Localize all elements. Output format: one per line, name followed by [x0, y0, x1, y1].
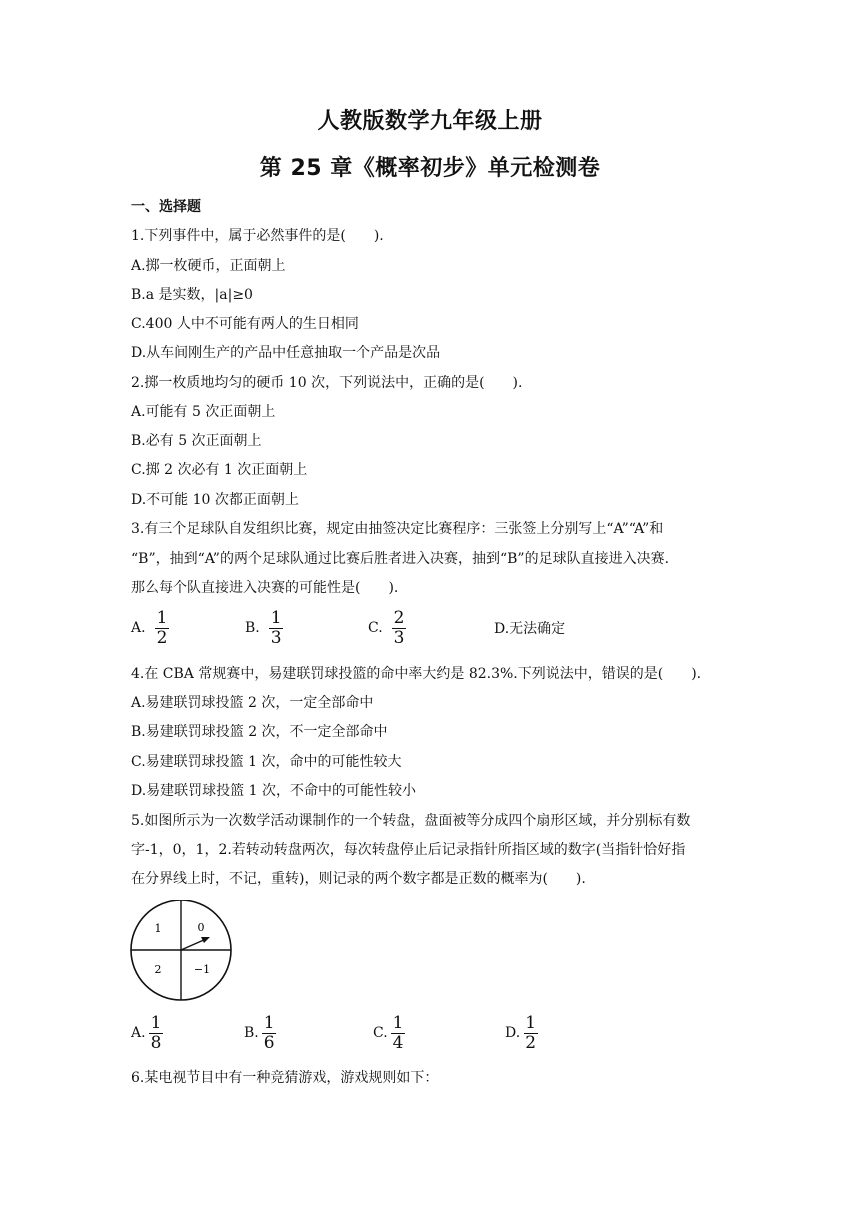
sector-label-top-right: 0 — [197, 921, 205, 934]
q2-stem: 2.掷一枚质地均匀的硬币 10 次，下列说法中，正确的是( ). — [131, 375, 523, 391]
q1-stem: 1.下列事件中，属于必然事件的是( ). — [131, 228, 384, 244]
option-label: B. — [244, 1025, 259, 1041]
q4-option-a: A.易建联罚球投篮 2 次，一定全部命中 — [131, 695, 374, 711]
fraction — [148, 1014, 165, 1053]
option-label: C. — [373, 1025, 388, 1041]
q5-stem-line1: 5.如图所示为一次数学活动课制作的一个转盘，盘面被等分成四个扇形区域，并分别标有数 — [131, 813, 691, 829]
fraction — [268, 609, 285, 648]
spinner-pointer — [181, 939, 206, 950]
spinner-figure — [128, 900, 240, 1004]
denominator: 3 — [270, 627, 282, 648]
q5-option-c — [373, 1010, 407, 1056]
q5-options — [131, 1010, 751, 1056]
q6-stem-line1: 6.某电视节目中有一种竞猜游戏，游戏规则如下： — [131, 1070, 439, 1086]
q4-option-d: D.易建联罚球投篮 1 次，不命中的可能性较小 — [131, 783, 416, 799]
sector-label-top-left: 1 — [154, 922, 162, 935]
option-label: A. — [131, 1025, 146, 1041]
document-title: 人教版数学九年级上册 — [317, 109, 543, 134]
q2-option-d: D.不可能 10 次都正面朝上 — [131, 492, 299, 508]
document-subtitle: 第 25 章《概率初步》单元检测卷 — [259, 156, 601, 181]
q2-option-b: B.必有 5 次正面朝上 — [131, 433, 262, 449]
q4-option-b: B.易建联罚球投篮 2 次，不一定全部命中 — [131, 724, 388, 740]
section-heading: 一、选择题 — [131, 199, 201, 215]
q5-option-a — [131, 1010, 164, 1056]
fraction — [391, 609, 408, 648]
fraction — [390, 1014, 407, 1053]
q1-option-a: A.掷一枚硬币，正面朝上 — [131, 258, 286, 274]
q3-option-a — [131, 605, 170, 651]
option-label: D. — [505, 1025, 521, 1041]
fraction — [154, 609, 171, 648]
denominator: 2 — [156, 627, 168, 648]
fraction — [522, 1014, 539, 1053]
q2-option-a: A.可能有 5 次正面朝上 — [131, 404, 276, 420]
option-label: C. — [368, 620, 383, 636]
numerator: 1 — [270, 607, 282, 628]
q3-stem-line3: 那么每个队直接进入决赛的可能性是( ). — [131, 580, 399, 596]
q2-option-c: C.掷 2 次必有 1 次正面朝上 — [131, 462, 308, 478]
q5-stem-line3: 在分界线上时，不记，重转)，则记录的两个数字都是正数的概率为( ). — [131, 871, 586, 887]
q1-option-c: C.400 人中不可能有两人的生日相同 — [131, 316, 359, 332]
option-label: A. — [131, 620, 146, 636]
numerator: 1 — [263, 1012, 275, 1033]
fraction — [261, 1014, 278, 1053]
denominator: 4 — [392, 1032, 404, 1053]
q3-option-b — [245, 605, 285, 651]
sector-label-bottom-right: −1 — [193, 963, 211, 976]
option-label: B. — [245, 620, 260, 636]
numerator: 2 — [393, 607, 405, 628]
q5-stem-line2: 字-1，0，1，2.若转动转盘两次，每次转盘停止后记录指针所指区域的数字(当指针恰好指 — [131, 842, 686, 858]
denominator: 8 — [150, 1032, 162, 1053]
numerator: 1 — [525, 1012, 537, 1033]
q5-option-b — [244, 1010, 278, 1056]
q4-option-c: C.易建联罚球投篮 1 次，命中的可能性较大 — [131, 754, 402, 770]
numerator: 1 — [392, 1012, 404, 1033]
denominator: 6 — [263, 1032, 275, 1053]
q4-stem: 4.在 CBA 常规赛中，易建联罚球投篮的命中率大约是 82.3%.下列说法中，错误的是( ). — [131, 666, 702, 682]
numerator: 1 — [156, 607, 168, 628]
q3-stem-line1: 3.有三个足球队自发组织比赛，规定由抽签决定比赛程序：三张签上分别写上“A”“A”和 — [131, 521, 664, 537]
denominator: 2 — [525, 1032, 537, 1053]
q3-option-c — [368, 605, 408, 651]
q5-option-d — [505, 1010, 539, 1056]
q3-stem-line2: “B”，抽到“A”的两个足球队通过比赛后胜者进入决赛，抽到“B”的足球队直接进入决赛. — [131, 551, 670, 567]
sector-label-bottom-left: 2 — [154, 963, 162, 976]
q3-options — [131, 605, 751, 651]
q1-option-d: D.从车间刚生产的产品中任意抽取一个产品是次品 — [131, 345, 441, 361]
q3-option-d: D.无法确定 — [494, 621, 566, 637]
numerator: 1 — [150, 1012, 162, 1033]
q1-option-b: B.a 是实数，|a|≥0 — [131, 287, 253, 303]
denominator: 3 — [393, 627, 405, 648]
